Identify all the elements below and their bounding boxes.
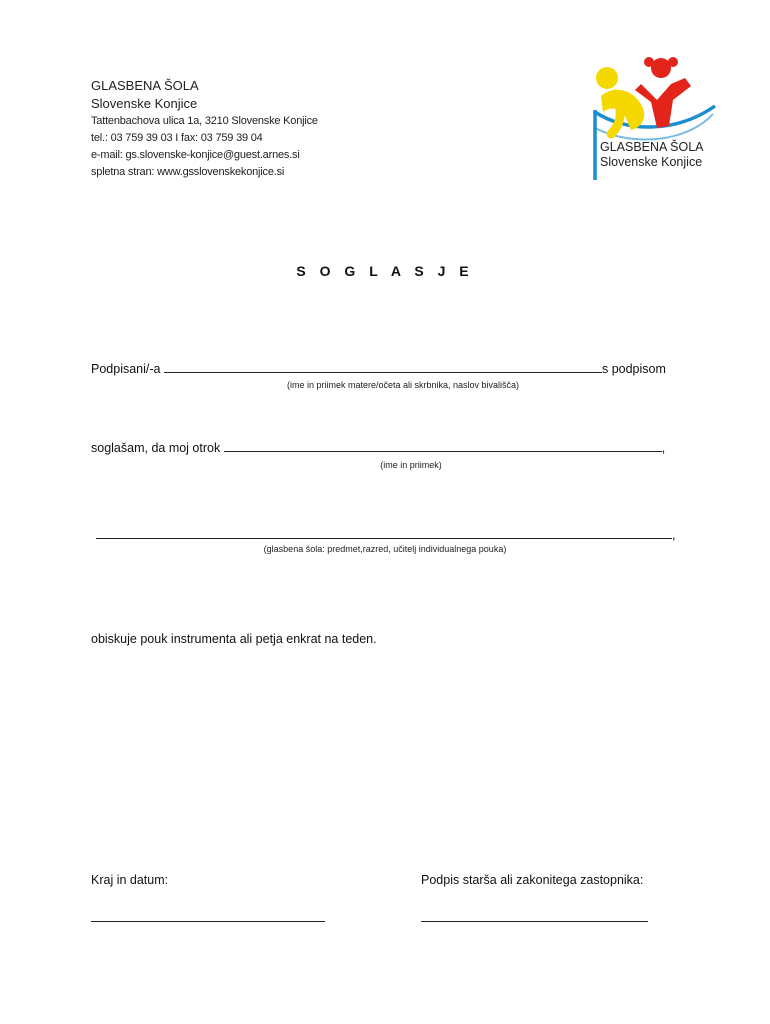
- place-date-label: Kraj in datum:: [91, 873, 169, 887]
- child-suffix: ,: [661, 441, 666, 455]
- school-details-suffix: ,: [672, 528, 676, 542]
- logo-caption-line1: GLASBENA ŠOLA: [600, 140, 704, 154]
- signature-label: Podpis starša ali zakonitega zastopnika:: [421, 873, 644, 887]
- attends-statement: obiskuje pouk instrumenta ali petja enkrat na teden.: [91, 632, 377, 646]
- school-details-field[interactable]: [96, 527, 672, 539]
- child-name-hint: (ime in priimek): [380, 460, 442, 470]
- logo-caption-line2: Slovenske Konjice: [600, 155, 703, 169]
- child-label: soglašam, da moj otrok: [91, 441, 224, 455]
- letterhead: [91, 77, 318, 181]
- school-details-hint: (glasbena šola: predmet,razred, učitelj individualnega pouka): [263, 544, 507, 554]
- signed-suffix-label: s podpisom: [601, 362, 666, 376]
- signature-field[interactable]: [421, 921, 648, 922]
- signed-by-label: Podpisani/-a: [91, 362, 164, 376]
- parent-name-hint: (ime in priimek matere/očeta ali skrbnika, naslov bivališča): [286, 380, 520, 390]
- school-details-row: [96, 527, 675, 542]
- place-date-field[interactable]: [91, 921, 325, 922]
- child-name-field[interactable]: [224, 440, 662, 452]
- signed-by-row: [91, 361, 666, 376]
- school-city: Slovenske Konjice: [91, 96, 198, 111]
- child-row: [91, 440, 665, 455]
- school-name: GLASBENA ŠOLA: [91, 78, 199, 93]
- school-phone: tel.: 03 759 39 03 I fax: 03 759 39 04: [91, 132, 263, 144]
- document-title: S O G L A S J E: [296, 263, 474, 279]
- parent-name-field[interactable]: [164, 361, 602, 373]
- school-email: e-mail: gs.slovenske-konjice@guest.arnes.si: [91, 149, 300, 161]
- logo-caption: [600, 140, 704, 170]
- school-website: spletna stran: www.gsslovenskekonjice.si: [91, 166, 285, 178]
- school-address: Tattenbachova ulica 1a, 3210 Slovenske Konjice: [91, 115, 318, 127]
